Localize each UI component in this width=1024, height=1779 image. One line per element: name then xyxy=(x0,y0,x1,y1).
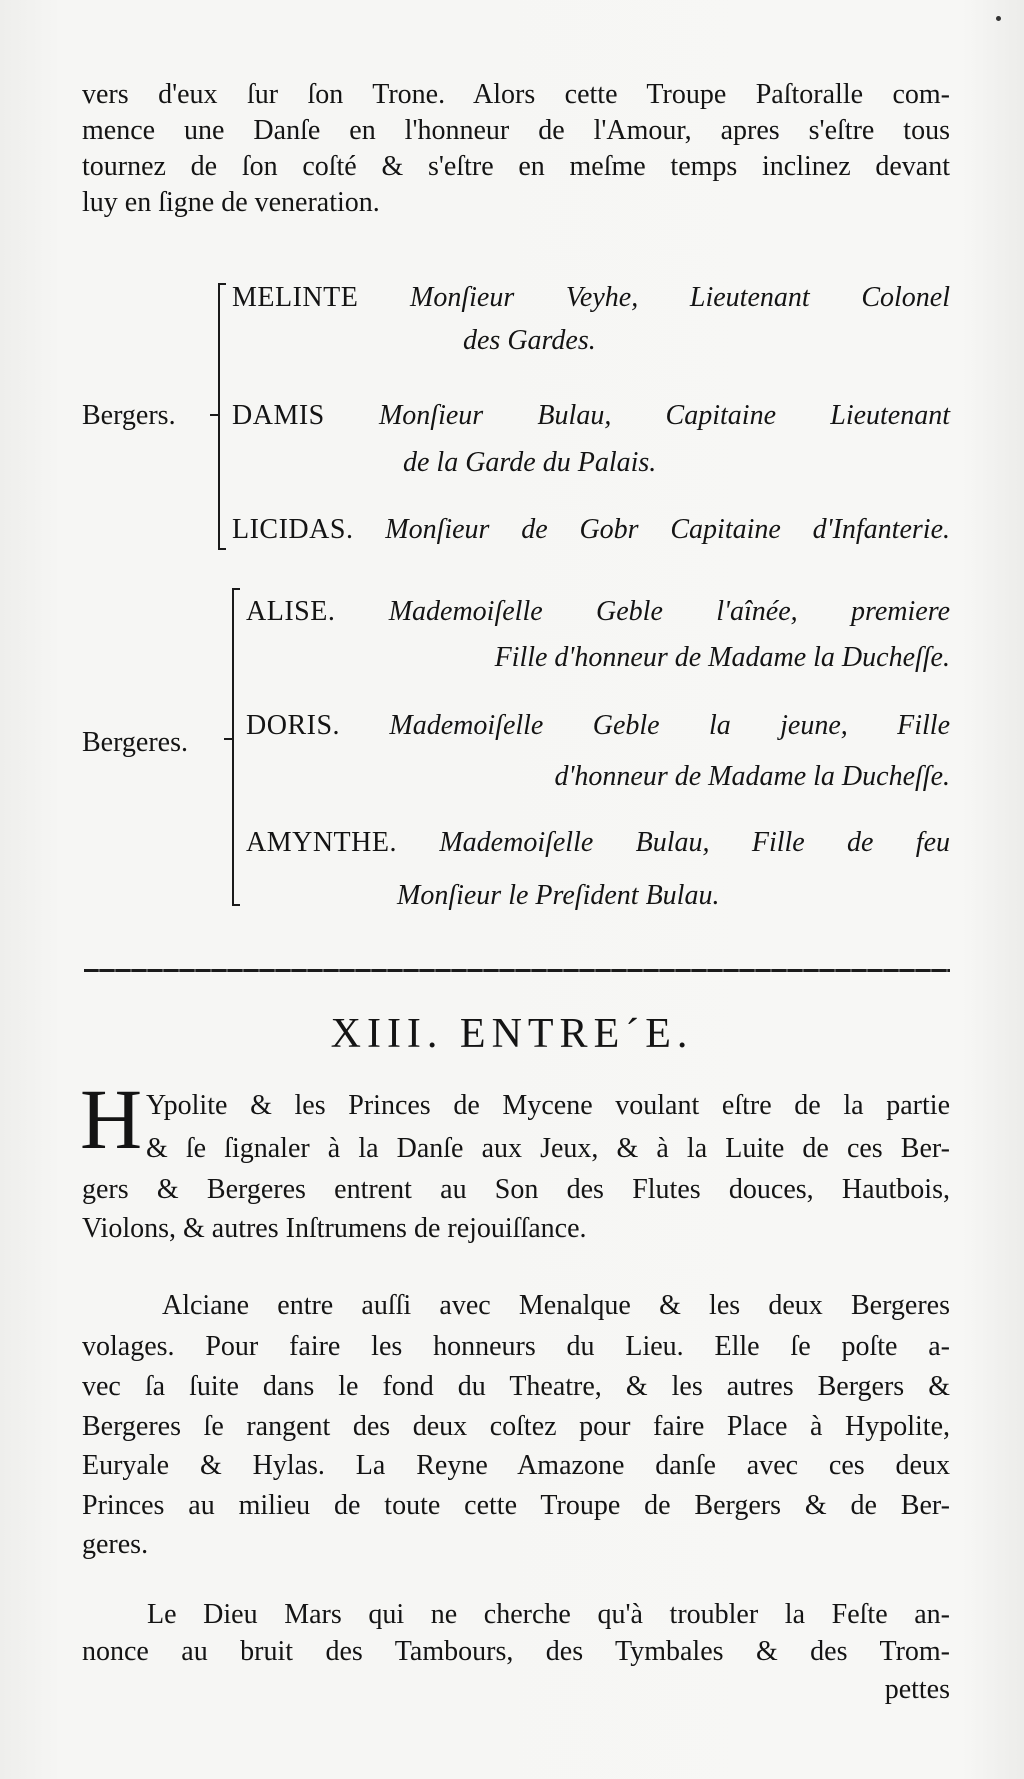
character-name: ALISE. xyxy=(246,596,336,627)
performer: Monſieur Veyhe, Lieutenant Colonel xyxy=(410,282,951,313)
performer-continued: Monſieur le Preſident Bulau. xyxy=(397,880,720,911)
character-name: AMYNTHE. xyxy=(246,827,397,858)
character-name: DAMIS xyxy=(232,400,325,431)
text-line: nonce au bruit des Tambours, des Tymbales & des Trom- xyxy=(82,1636,950,1667)
cast-entry xyxy=(232,511,950,549)
text-line: Euryale & Hylas. La Reyne Amazone danſe avec ces deux xyxy=(82,1450,950,1481)
group-label: Bergers. xyxy=(82,400,176,431)
character-name: MELINTE xyxy=(232,282,359,313)
text-line: tournez de ſon coſté & s'eſtre en meſme temps inclinez devant xyxy=(82,151,950,182)
cast-entry xyxy=(246,593,950,631)
performer-continued: Fille d'honneur de Madame la Ducheſſe. xyxy=(494,642,950,673)
text-line: gers & Bergeres entrent au Son des Flutes douces, Hautbois, xyxy=(82,1174,950,1205)
text-line: volages. Pour faire les honneurs du Lieu. Elle ſe poſte a- xyxy=(82,1331,950,1362)
performer: Mademoiſelle Geble la jeune, Fille xyxy=(389,710,951,741)
performer-continued: de la Garde du Palais. xyxy=(403,447,657,478)
brace-icon xyxy=(218,283,228,550)
character-name: DORIS. xyxy=(246,710,341,741)
cast-entry xyxy=(246,824,950,862)
drop-cap: H xyxy=(80,1071,143,1167)
brace-icon xyxy=(232,588,242,906)
group-label: Bergeres. xyxy=(82,727,188,758)
text-line: Bergeres ſe rangent des deux coſtez pour faire Place à Hypolite, xyxy=(82,1411,950,1442)
text-line: Violons, & autres Inſtrumens de rejouiſſance. xyxy=(82,1213,587,1244)
section-title: XIII. ENTRE´E. xyxy=(330,1011,694,1057)
performer: Monſieur de Gobr Capitaine d'Infanterie. xyxy=(385,514,950,545)
text-line: geres. xyxy=(82,1529,149,1560)
performer-continued: des Gardes. xyxy=(463,325,596,356)
scan-speck xyxy=(996,16,1001,21)
text-line: & ſe ſignaler à la Danſe aux Jeux, & à la Luite de ces Ber- xyxy=(146,1133,950,1164)
text-line: vec ſa ſuite dans le fond du Theatre, & les autres Bergers & xyxy=(82,1371,950,1402)
performer: Monſieur Bulau, Capitaine Lieutenant xyxy=(378,400,951,431)
text-line: Ypolite & les Princes de Mycene voulant eſtre de la partie xyxy=(146,1090,950,1121)
performer: Mademoiſelle Bulau, Fille de feu xyxy=(439,827,951,858)
section-divider xyxy=(84,969,950,972)
text-line: luy en ſigne de veneration. xyxy=(82,187,380,218)
performer: Mademoiſelle Geble l'aînée, premiere xyxy=(388,596,951,627)
character-name: LICIDAS. xyxy=(232,514,354,545)
text-line: mence une Danſe en l'honneur de l'Amour, apres s'eſtre tous xyxy=(82,115,950,146)
text-line: Le Dieu Mars qui ne cherche qu'à troubler la Feſte an- xyxy=(147,1599,950,1630)
catchword: pettes xyxy=(884,1674,950,1705)
text-line: Princes au milieu de toute cette Troupe de Bergers & de Ber- xyxy=(82,1490,950,1521)
performer-continued: d'honneur de Madame la Ducheſſe. xyxy=(554,761,950,792)
cast-entry xyxy=(246,707,950,745)
text-line: Alciane entre auſſi avec Menalque & les deux Bergeres xyxy=(162,1290,950,1321)
cast-entry xyxy=(232,397,950,435)
text-line: vers d'eux ſur ſon Trone. Alors cette Troupe Paſtoralle com- xyxy=(82,79,950,110)
cast-entry xyxy=(232,279,950,317)
